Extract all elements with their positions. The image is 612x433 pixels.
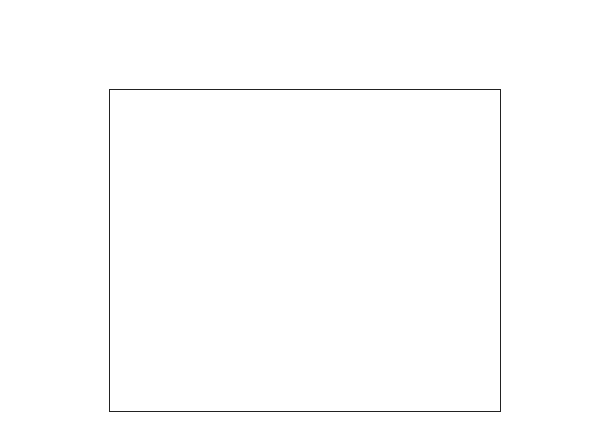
- weekday-headers: [109, 39, 501, 89]
- calendar-grid: [109, 89, 501, 412]
